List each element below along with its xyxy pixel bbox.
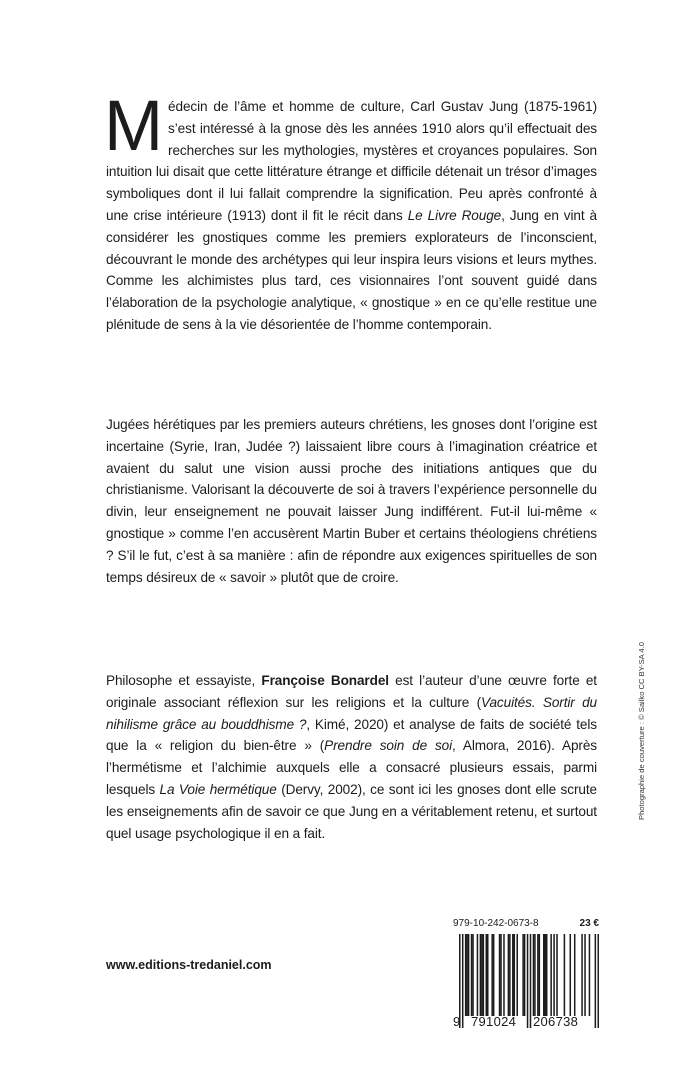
barcode-bar [550, 934, 552, 1016]
barcode-bar [543, 934, 545, 1016]
barcode-bar [493, 934, 495, 1016]
bio-book-3: La Voie hermétique [159, 781, 277, 797]
bio-text-e: (Dervy, 2002), ce sont ici les gnoses dont elle scrute les enseignements afin de savoir ce que Jung en a véritablement retenu, et surtout quel usage psychologique il en a fait. [106, 781, 597, 841]
drop-cap: M [104, 87, 164, 166]
barcode-digit-first: 9 [453, 1014, 461, 1029]
barcode-block [453, 918, 599, 1040]
photo-credit: Photographie de couverture : © Sailko CC BY-SA 4.0 [637, 642, 646, 820]
barcode-bar [516, 934, 518, 1016]
bio-text-d: , Almora, 2016). Après l’hermétisme et l’alchimie auxquels elle a consacré plusieurs essais, parmi lesquels [106, 738, 598, 797]
barcode-bar [598, 934, 599, 1028]
barcode-bar [581, 934, 583, 1016]
barcode-bar [472, 934, 474, 1016]
barcode-bar [481, 934, 483, 1016]
barcode-bar [589, 934, 591, 1016]
barcode-bar [487, 934, 489, 1016]
barcode-bar [522, 934, 524, 1016]
barcode-bar [471, 934, 473, 1016]
barcode-bar [480, 934, 482, 1016]
barcode-bar [564, 934, 566, 1016]
blurb-p2-text: Jugées hérétiques par les premiers auteurs chrétiens, les gnoses dont l’origine est incertaine (Syrie, Iran, Judée ?) laissaient libre cours à l’imagination créatrice et avaient du salut une vision aussi proche des initiations antiques que du christianisme. Valorisant la découverte de soi à travers l’expérience personnelle du divin, leur enseignement ne pouvait laisser Jung indifférent. Fut-il lui-même « gnostique » comme l’en accusèrent Martin Buber et certains théologiens chrétiens ? S’il le fut, c’est à sa manière : afin de répondre aux exigences spirituelles de son temps désireux de « savoir » plutôt que de croire. [106, 417, 597, 585]
barcode-bar [465, 934, 467, 1016]
barcode-bar [574, 934, 576, 1016]
barcode-digits-left: 791024 [471, 1014, 517, 1029]
bio-text-a: Philosophe et essayiste, [106, 673, 262, 688]
barcode-bar [462, 934, 464, 1028]
blurb-paragraph-1 [104, 87, 598, 336]
barcode-bar [477, 934, 479, 1016]
blurb-p1-text: édecin de l’âme et homme de culture, Carl Gustav Jung (1875-1961) s’est intéressé à la gnose dès les années 1910 alors qu’il effectuait des recherches sur les mythologies, mystères et croyances populaires. Son intuition lui disait que cette littérature étrange et difficile détenait un trésor d’images symboliques dont il lui fallait comprendre la signification. Peu après confronté à une crise intérieure (1913) dont il fit le récit dans [106, 99, 597, 223]
blurb-p1-title: Le Livre Rouge [407, 207, 502, 223]
barcode-bar [509, 934, 511, 1016]
barcode-bar [466, 934, 468, 1016]
barcode-bar [508, 934, 510, 1016]
bio-book-2: Prendre soin de soi [324, 738, 453, 754]
barcode-bar [553, 934, 555, 1016]
barcode-bar [537, 934, 539, 1016]
bio-text-b: est l’auteur d’une œuvre forte et originale associant réflexion sur les religions et la culture ( [106, 673, 597, 710]
barcode-bar [534, 934, 536, 1016]
barcode-bar [527, 934, 529, 1028]
barcode-bar [556, 934, 558, 1016]
bio-book-1: Vacuités. Sortir du nihilisme grâce au bouddhisme ? [106, 694, 597, 732]
barcode-bar [530, 934, 532, 1028]
barcode-bar [533, 934, 535, 1016]
price: 23 € [579, 918, 599, 929]
barcode-bar [512, 934, 514, 1016]
barcode-bar [539, 934, 541, 1016]
barcode-bar [514, 934, 516, 1016]
barcode-bar [544, 934, 546, 1016]
barcode-bar [546, 934, 548, 1016]
blurb-paragraph-2 [106, 414, 597, 588]
barcode-bar [468, 934, 470, 1016]
barcode-bar [483, 934, 485, 1016]
barcode-bar [500, 934, 502, 1016]
barcode-bar [524, 934, 526, 1016]
author-name: Françoise Bonardel [261, 673, 389, 688]
bio-text-c: , Kimé, 2020) et analyse de faits de société tels que la « religion du bien-être » ( [106, 716, 597, 754]
barcode-bar [486, 934, 488, 1016]
blurb-p1-text2: , Jung en vint à considérer les gnostiques comme les premiers explorateurs de l’inconscient, découvrant le monde des archétypes qui leur inspira leurs visions et leurs mythes. Comme les alchimistes plus tard, ces visionnaires l’ont souvent guidé dans l’élaboration de la psychologie analytique, « gnostique » en ce qu’elle restitue une plénitude de sens à la vie désorientée de l’homme contemporain. [106, 207, 598, 332]
barcode-bar [503, 934, 505, 1016]
isbn-number: 979-10-242-0673-8 [453, 918, 539, 929]
barcode-bar [499, 934, 501, 1016]
barcode-bar [595, 934, 597, 1028]
barcode-digits-right: 206738 [533, 1014, 579, 1029]
barcode-bar [570, 934, 572, 1016]
barcode-bar [491, 934, 493, 1016]
author-bio [106, 670, 597, 844]
barcode-bar [584, 934, 586, 1016]
publisher-website: www.editions-tredaniel.com [106, 958, 272, 972]
